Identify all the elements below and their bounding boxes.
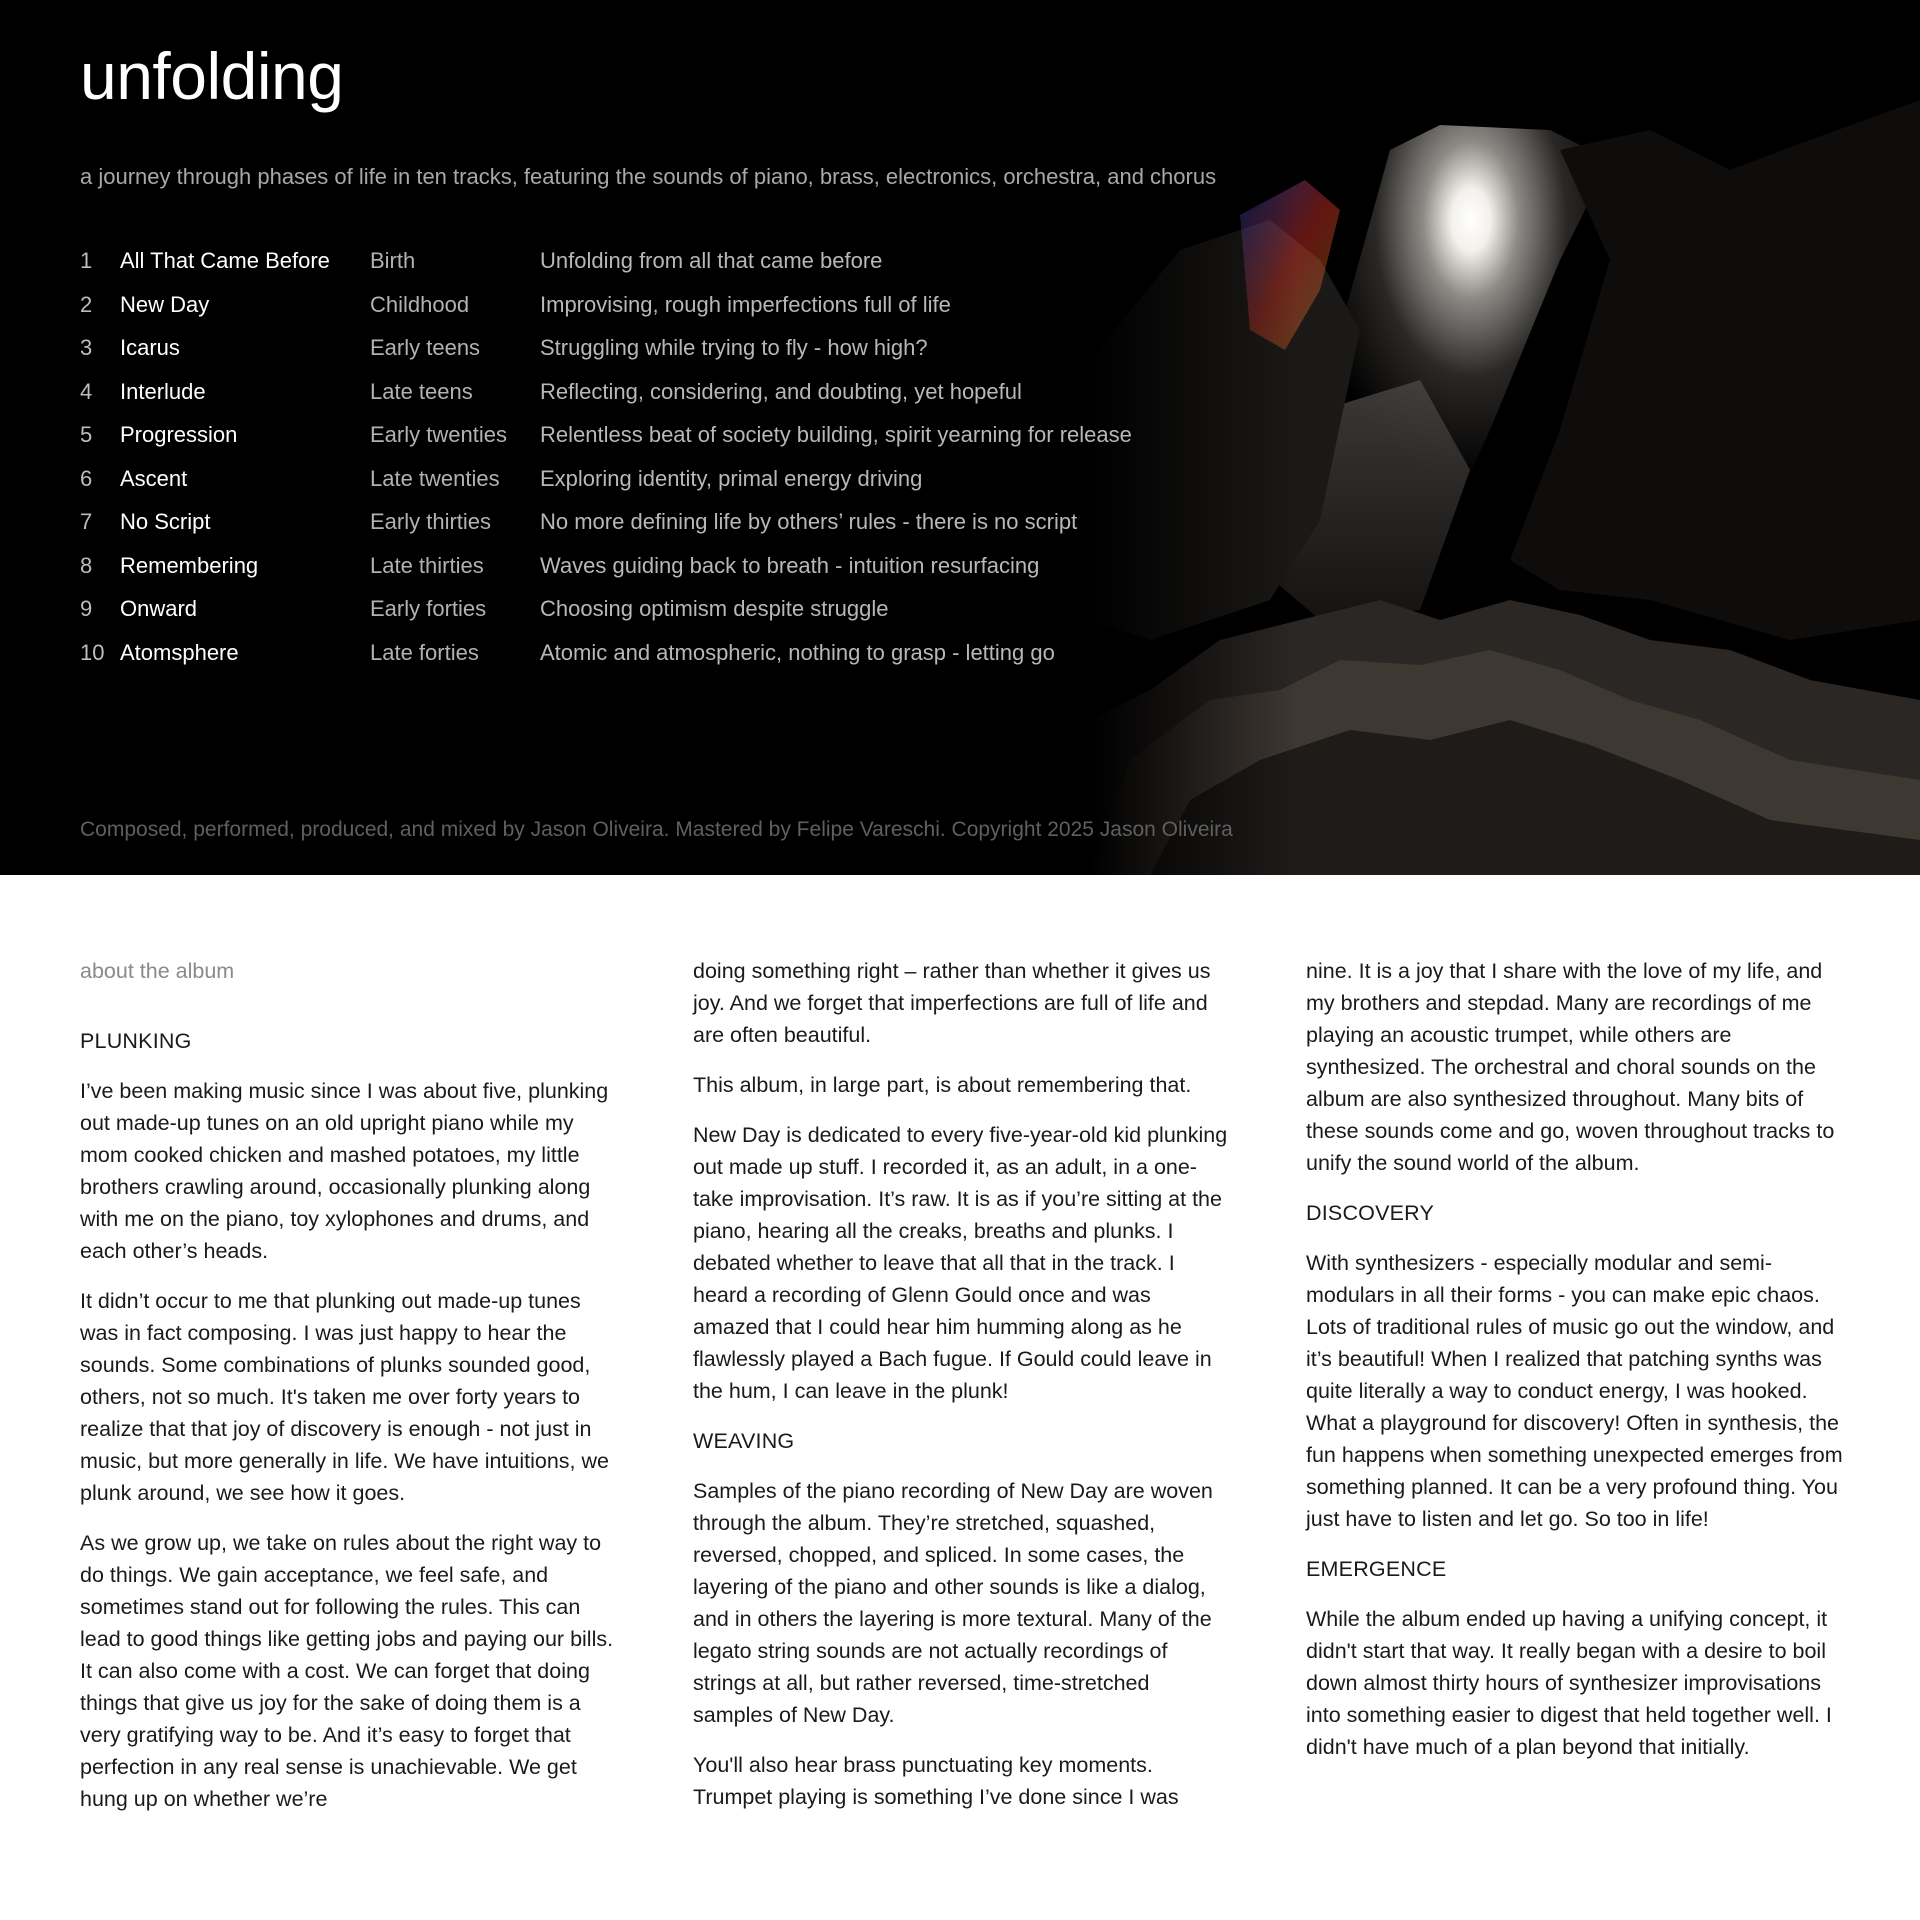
track-phase: Birth [370, 248, 416, 273]
track-title: Interlude [120, 378, 206, 404]
about-column-1 [80, 955, 620, 1833]
track-number: 10 [80, 639, 105, 665]
about-column-2 [693, 955, 1233, 1831]
section-heading: EMERGENCE [1306, 1557, 1447, 1581]
track-number: 1 [80, 248, 93, 273]
paragraph: You'll also hear brass punctuating key moments. Trumpet playing is something I’ve done since I was [693, 1753, 1179, 1809]
track-description: Improvising, rough imperfections full of life [540, 291, 951, 317]
track-number: 9 [80, 596, 93, 621]
paragraph: New Day is dedicated to every five-year-old kid plunking out made up stuff. I recorded it, as an adult, in a one-take improvisation. It’s raw. It is as if you’re sitting at the piano, hearing all the creaks, breaths and plunks. I debated whether to leave that all that in the track. I heard a recording of Glenn Gould once and was amazed that I could hear him humming along as he flawlessly played a Bach fugue. If Gould could leave in the hum, I can leave in the plunk! [693, 1123, 1228, 1403]
album-subtitle: a journey through phases of life in ten tracks, featuring the sounds of piano, brass, electronics, orchestra, and chorus [80, 164, 1217, 189]
paragraph: I’ve been making music since I was about five, plunking out made-up tunes on an old upright piano while my mom cooked chicken and mashed potatoes, my little brothers crawling around, occasionally plunking along with me on the piano, toy xylophones and drums, and each other’s heads. [80, 1079, 609, 1263]
track-title: New Day [120, 291, 210, 317]
track-number: 3 [80, 335, 93, 360]
cave-photo [1090, 0, 1920, 875]
track-phase: Late twenties [370, 465, 500, 491]
track-description: No more defining life by others’ rules - there is no script [540, 509, 1078, 534]
paragraph: As we grow up, we take on rules about the right way to do things. We gain acceptance, we feel safe, and sometimes stand out for following the rules. This can lead to good things like getting jobs and paying our bills. It can also come with a cost. We can forget that doing things that give us joy for the sake of doing them is a very gratifying way to be. And it’s easy to forget that perfection in any real sense is unachievable. We get hung up on whether we’re [80, 1531, 614, 1811]
track-title: Icarus [120, 335, 180, 360]
track-title: Ascent [120, 465, 188, 491]
album-cover-panel [0, 0, 1920, 875]
track-phase: Early teens [370, 335, 481, 360]
track-phase: Childhood [370, 291, 470, 317]
track-number: 7 [80, 509, 93, 534]
section-heading: PLUNKING [80, 1029, 192, 1053]
track-number: 4 [80, 378, 93, 404]
paragraph: doing something right – rather than whether it gives us joy. And we forget that imperfections are full of life and are often beautiful. [693, 959, 1211, 1047]
track-description: Waves guiding back to breath - intuition resurfacing [540, 552, 1040, 578]
track-description: Unfolding from all that came before [540, 248, 883, 273]
track-number: 8 [80, 552, 93, 578]
track-title: Progression [120, 422, 238, 447]
track-title: All That Came Before [120, 248, 330, 273]
album-credits: Composed, performed, produced, and mixed by Jason Oliveira. Mastered by Felipe Vareschi. Copyright 2025 Jason Oliveira [80, 818, 1233, 841]
track-phase: Early thirties [370, 509, 492, 534]
track-number: 6 [80, 465, 93, 491]
section-heading: DISCOVERY [1306, 1201, 1435, 1225]
paragraph: nine. It is a joy that I share with the love of my life, and my brothers and stepdad. Many are recordings of me playing an acoustic trumpet, while others are synthesized. The orchestral and choral sounds on the album are also synthesized throughout. Many bits of these sounds come and go, woven throughout tracks to unify the sound world of the album. [1306, 959, 1835, 1175]
track-title: Remembering [120, 552, 259, 578]
track-phase: Late teens [370, 378, 473, 404]
track-phase: Early twenties [370, 422, 507, 447]
track-phase: Early forties [370, 596, 487, 621]
album-title: unfolding [80, 39, 344, 113]
track-phase: Late thirties [370, 552, 484, 578]
about-column-3 [1306, 955, 1846, 1781]
paragraph: While the album ended up having a unifying concept, it didn't start that way. It really began with a desire to boil down almost thirty hours of synthesizer improvisations into something easier to digest that held together well. I didn't have much of a plan beyond that initially. [1306, 1607, 1832, 1759]
paragraph: With synthesizers - especially modular and semi-modulars in all their forms - you can make epic chaos. Lots of traditional rules of music go out the window, and it’s beautiful! When I realized that patching synths was quite literally a way to conduct energy, I was hooked. What a playground for discovery! Often in synthesis, the fun happens when something unexpected emerges from something planned. It can be a very profound thing. You just have to listen and let go. So too in life! [1306, 1251, 1843, 1531]
track-phase: Late forties [370, 639, 479, 665]
track-title: No Script [120, 509, 211, 534]
paragraph: This album, in large part, is about remembering that. [693, 1073, 1192, 1097]
track-description: Choosing optimism despite struggle [540, 596, 889, 621]
about-label: about the album [80, 959, 235, 983]
track-description: Relentless beat of society building, spirit yearning for release [540, 422, 1132, 447]
track-number: 2 [80, 291, 93, 317]
section-heading: WEAVING [693, 1429, 795, 1453]
paragraph: Samples of the piano recording of New Day are woven through the album. They’re stretched, squashed, reversed, chopped, and spliced. In some cases, the layering of the piano and other sounds is like a dialog, and in others the layering is more textural. Many of the legato string sounds are not actually recordings of strings at all, but rather reversed, time-stretched samples of New Day. [693, 1479, 1213, 1727]
track-title: Onward [120, 596, 198, 621]
track-number: 5 [80, 422, 93, 447]
track-title: Atomsphere [120, 639, 239, 665]
track-description: Struggling while trying to fly - how high? [540, 335, 928, 360]
track-description: Reflecting, considering, and doubting, yet hopeful [540, 378, 1022, 404]
track-description: Exploring identity, primal energy driving [540, 465, 923, 491]
paragraph: It didn’t occur to me that plunking out made-up tunes was in fact composing. I was just happy to hear the sounds. Some combinations of plunks sounded good, others, not so much. It's taken me over forty years to realize that that joy of discovery is enough - not just in music, but more generally in life. We have intuitions, we plunk around, we see how it goes. [80, 1289, 609, 1505]
track-description: Atomic and atmospheric, nothing to grasp - letting go [540, 639, 1055, 665]
